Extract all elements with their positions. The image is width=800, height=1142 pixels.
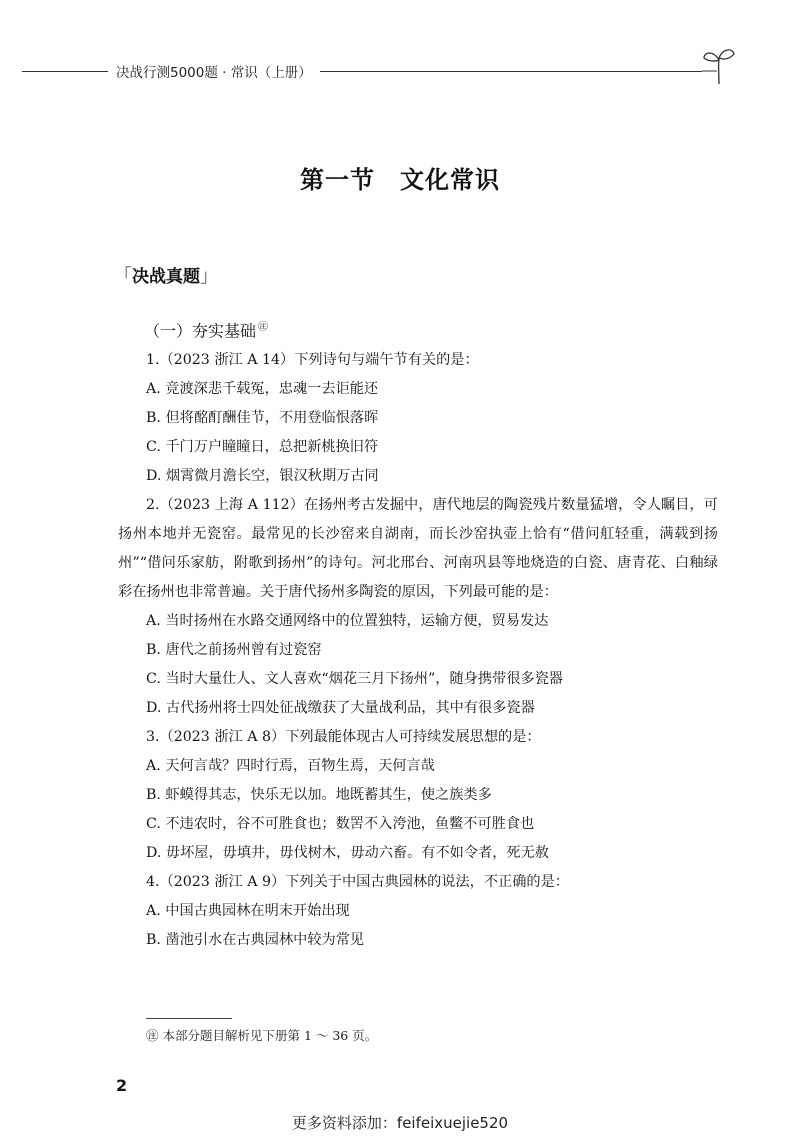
option-a: A. 当时扬州在水路交通网络中的位置独特，运输方便，贸易发达 (146, 613, 549, 629)
option-c: C. 千门万户瞳瞳日，总把新桃换旧符 (146, 439, 379, 455)
section-badge (114, 262, 218, 288)
header-rule-right (320, 71, 702, 72)
option-b: B. 凿池引水在古典园林中较为常见 (146, 932, 365, 948)
badge-bracket-open: 「 (114, 266, 132, 287)
subsection-heading (144, 318, 268, 341)
option-d: D. 古代扬州将士四处征战缴获了大量战利品，其中有很多瓷器 (146, 700, 535, 716)
option-d: D. 毋坏屋，毋填井，毋伐树木，毋动六畜。有不如令者，死无赦 (146, 845, 549, 861)
option-c: C. 不违农时，谷不可胜食也；数罟不入洿池，鱼鳖不可胜食也 (146, 816, 535, 832)
question-3 (118, 723, 718, 868)
option-a: A. 竞渡深悲千载冤，忠魂一去讵能还 (146, 381, 379, 397)
question-stem: 4.（2023 浙江 A 9）下列关于中国古典园林的说法，不正确的是： (146, 874, 569, 890)
option-c: C. 当时大量仕人、文人喜欢“烟花三月下扬州”，随身携带很多瓷器 (146, 671, 563, 687)
question-1 (118, 346, 718, 491)
page-number: 2 (116, 1076, 128, 1095)
footnote-rule (146, 1018, 232, 1019)
option-b: B. 唐代之前扬州曾有过瓷窑 (146, 642, 322, 658)
badge-bracket-close: 」 (200, 266, 218, 287)
section-title: 第一节 文化常识 (300, 166, 500, 194)
option-b: B. 但将酩酊酬佳节，不用登临恨落晖 (146, 410, 379, 426)
option-b: B. 虾蟆得其志，快乐无以加。地既蓄其生，使之族类多 (146, 787, 492, 803)
question-list (118, 346, 718, 955)
watermark-text: 更多资料添加：feifeixuejie520 (291, 1114, 509, 1132)
question-stem: 2.（2023 上海 A 112）在扬州考古发掘中，唐代地层的陶瓷残片数量猛增，令人瞩目，可扬州本地并无瓷窑。最常见的长沙窑来自湖南，而长沙窑执壶上恰有“借问舡轻重，满载到扬州”“借问乐家舫，附歌到扬州”的诗句。河北邢台、河南巩县等地烧造的白瓷、唐青花、白釉绿彩在扬州也非常普遍。关于唐代扬州多陶瓷的原因，下列最可能的是： (118, 497, 718, 600)
footnote-marker-icon: ㊟ (258, 322, 269, 333)
subsection-label: （一）夯实基础 (144, 321, 257, 341)
question-4 (118, 868, 718, 955)
question-stem: 3.（2023 浙江 A 8）下列最能体现古人可持续发展思想的是： (146, 729, 541, 745)
header-title: 决战行测5000题 · 常识（上册） (116, 65, 312, 81)
question-2 (118, 491, 718, 723)
header-rule-left (22, 71, 108, 72)
footnote: ㊟ 本部分题目解析见下册第 1 ～ 36 页。 (146, 1028, 378, 1043)
question-stem: 1.（2023 浙江 A 14）下列诗句与端午节有关的是： (146, 352, 479, 368)
running-header (22, 58, 722, 84)
sprout-icon (702, 44, 736, 84)
option-a: A. 中国古典园林在明末开始出现 (146, 903, 350, 919)
option-a: A. 天何言哉？四时行焉，百物生焉，天何言哉 (146, 758, 435, 774)
badge-label: 决战真题 (132, 267, 200, 287)
option-d: D. 烟霄微月澹长空，银汉秋期万古同 (146, 468, 379, 484)
